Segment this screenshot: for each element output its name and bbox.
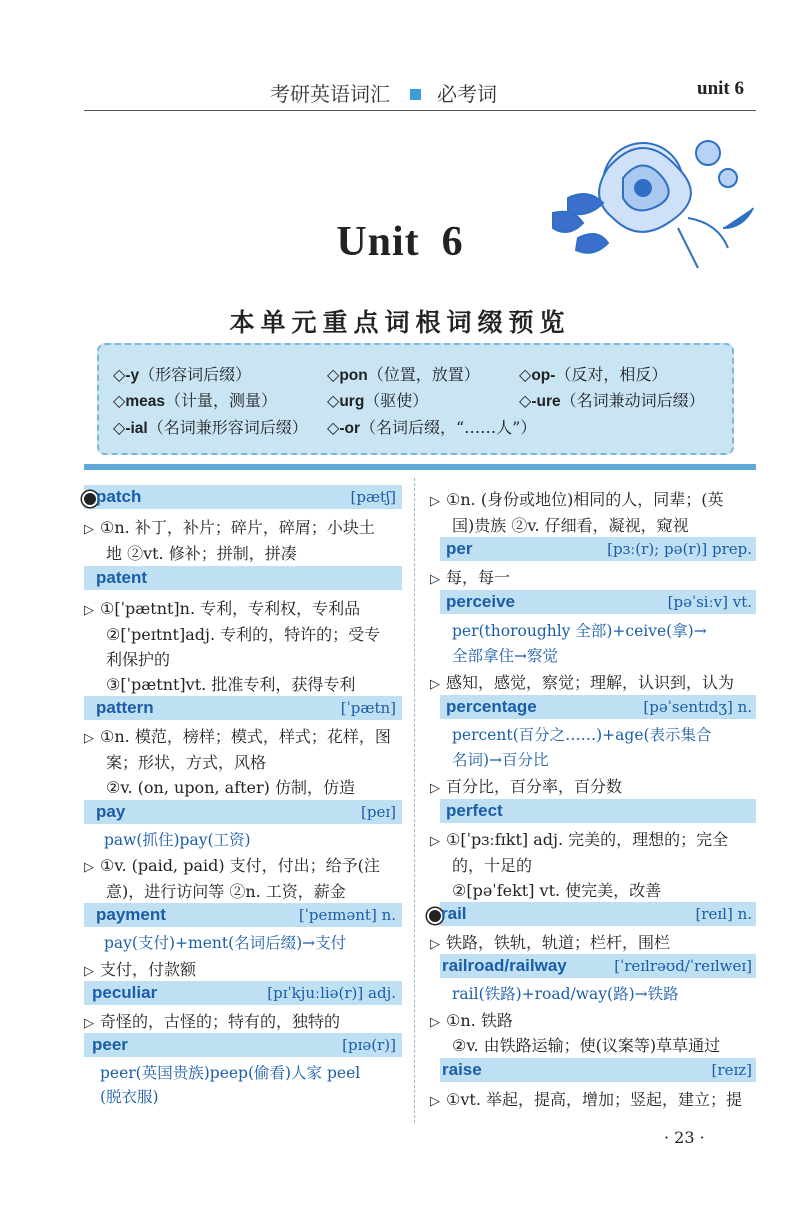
headword-patch: patch [96, 487, 142, 506]
headword-raise: raise [442, 1060, 482, 1079]
definition: ③[ˈpætnt]vt. 批准专利，获得专利 [106, 675, 356, 694]
affix-item: ◇pon（位置，放置） [327, 365, 480, 384]
definition: 案；形状，方式，风格 [106, 753, 267, 772]
triangle-bullet-icon: ▷ [430, 834, 440, 849]
definition: ▷ ①[ˈpætnt]n. 专利，专利权，专利品 [84, 599, 361, 618]
headword-rail: rail [441, 904, 467, 923]
triangle-bullet-icon: ▷ [430, 781, 440, 796]
definition: ②v. (on, upon, after) 仿制，仿造 [106, 778, 356, 797]
affix-preview-box [97, 343, 734, 455]
header-unit: unit 6 [697, 78, 744, 99]
header-title [270, 78, 497, 107]
column-separator [414, 478, 415, 1123]
phonetic: [pɪə(r)] [342, 1036, 396, 1054]
affix-item: ◇-ure（名词兼动词后缀） [519, 391, 705, 410]
definition: ▷ ①n. 铁路 [430, 1011, 513, 1030]
definition: ▷ 感知，感觉，察觉；理解，认识到，认为 [430, 673, 735, 692]
triangle-bullet-icon: ▷ [430, 677, 440, 692]
book-title: 考研英语词汇 [270, 82, 390, 106]
phonetic: [pɜː(r); pə(r)] prep. [607, 540, 752, 558]
triangle-bullet-icon: ▷ [84, 860, 94, 875]
triangle-bullet-icon: ▷ [84, 522, 94, 537]
triangle-bullet-icon: ▷ [430, 494, 440, 509]
section-title: 必考词 [437, 82, 497, 106]
headword-perfect: perfect [446, 801, 503, 820]
page-number: · 23 · [664, 1128, 705, 1147]
phonetic: [pəˈsentɪdʒ] n. [643, 698, 752, 716]
preview-title: 本单元重点词根词缀预览 [229, 308, 571, 337]
phonetic: [pɪˈkjuːliə(r)] adj. [267, 984, 396, 1002]
phonetic: [ˈpætn] [340, 699, 396, 717]
definition: ▷ ①n. 模范，榜样；模式，样式；花样，图 [84, 727, 391, 746]
affix-item: ◇-or（名词后缀，“……人”） [327, 418, 537, 437]
unit-title: Unit 6 [336, 219, 464, 265]
headword-perceive: perceive [446, 592, 515, 611]
triangle-bullet-icon: ▷ [84, 964, 94, 979]
headword-pay: pay [96, 802, 126, 821]
phonetic: [pəˈsiːv] vt. [667, 593, 752, 611]
etymology: percent(百分之……)+age(表示集合 [452, 726, 712, 744]
headword-bar [440, 1058, 756, 1082]
definition: ▷ 奇怪的，古怪的；特有的，独特的 [84, 1012, 341, 1031]
definition: ▷ 铁路，铁轨，轨道；栏杆，围栏 [430, 933, 671, 952]
phonetic: [reɪl] n. [695, 905, 752, 923]
etymology: 名词)→百分比 [452, 751, 549, 769]
headword-per: per [446, 539, 473, 558]
phonetic: [peɪ] [361, 803, 396, 821]
definition: ▷ ①n. 补丁，补片；碎片，碎屑；小块土 [84, 518, 375, 537]
triangle-bullet-icon: ▷ [430, 1015, 440, 1030]
affix-item: ◇-ial（名词兼形容词后缀） [113, 418, 308, 437]
affix-item: ◇urg（驱使） [327, 391, 429, 410]
etymology: peer(英国贵族)peep(偷看)人家 peel [100, 1064, 361, 1082]
definition: ②[ˈpeɪtnt]adj. 专利的，特许的；受专 [106, 625, 381, 644]
headword-patent: patent [96, 568, 147, 587]
definition: ▷ ①vt. 举起，提高，增加；竖起，建立；提 [430, 1090, 742, 1109]
etymology: paw(抓住)pay(工资) [104, 831, 251, 849]
phonetic: [reɪz] [711, 1061, 752, 1079]
triangle-bullet-icon: ▷ [430, 572, 440, 587]
triangle-bullet-icon: ▷ [430, 937, 440, 952]
phonetic: [pætʃ] [350, 488, 396, 506]
running-header [84, 72, 756, 111]
headword-percentage: percentage [446, 697, 537, 716]
affix-item: ◇-y（形容词后缀） [113, 365, 252, 384]
headword-bar [84, 800, 402, 824]
etymology: pay(支付)+ment(名词后缀)→支付 [104, 934, 347, 952]
definition: ▷ ①[ˈpɜːfɪkt] adj. 完美的，理想的；完全 [430, 830, 729, 849]
headword-pattern: pattern [96, 698, 154, 717]
definition: ▷ 支付，付款额 [84, 960, 197, 979]
headword-peculiar: peculiar [92, 983, 158, 1002]
etymology: (脱衣服) [100, 1088, 159, 1106]
definition: ▷ ①n. (身份或地位)相同的人，同辈；(英 [430, 490, 724, 509]
triangle-bullet-icon: ▷ [84, 603, 94, 618]
triangle-bullet-icon: ▷ [84, 731, 94, 746]
definition: ▷ ①v. (paid, paid) 支付，付出；给予(注 [84, 856, 380, 875]
definition: 国)贵族 ②v. 仔细看，凝视，窥视 [452, 516, 689, 535]
definition: 的，十足的 [452, 856, 533, 875]
definition: 地 ②vt. 修补；拼制，拼凑 [106, 544, 297, 563]
definition: ②v. 由铁路运输；使(议案等)草草通过 [452, 1036, 721, 1055]
definition: ②[pəˈfekt] vt. 使完美，改善 [452, 881, 662, 900]
headword-railroad: railroad/railway [442, 956, 567, 975]
etymology: 全部拿住→察觉 [452, 647, 558, 665]
etymology: per(thoroughly 全部)+ceive(拿)→ [452, 622, 707, 640]
affix-item: ◇op-（反对，相反） [519, 365, 668, 384]
phonetic: [ˈpeɪmənt] n. [298, 906, 396, 924]
triangle-bullet-icon: ▷ [84, 1016, 94, 1031]
definition: 利保护的 [106, 650, 171, 669]
definition: ▷ 百分比，百分率，百分数 [430, 777, 623, 796]
etymology: rail(铁路)+road/way(路)→铁路 [452, 985, 679, 1003]
headword-peer: peer [92, 1035, 128, 1054]
triangle-bullet-icon: ▷ [430, 1094, 440, 1109]
section-divider [84, 464, 756, 470]
affix-item: ◇meas（计量，测量） [113, 391, 277, 410]
phonetic: [ˈreɪlrəʊd/ˈreɪlweɪ] [614, 957, 752, 975]
headword-payment: payment [96, 905, 166, 924]
definition: ▷ 每，每一 [430, 568, 511, 587]
definition: 意)，进行访问等 ②n. 工资，薪金 [106, 882, 346, 901]
square-bullet-icon [410, 89, 421, 100]
